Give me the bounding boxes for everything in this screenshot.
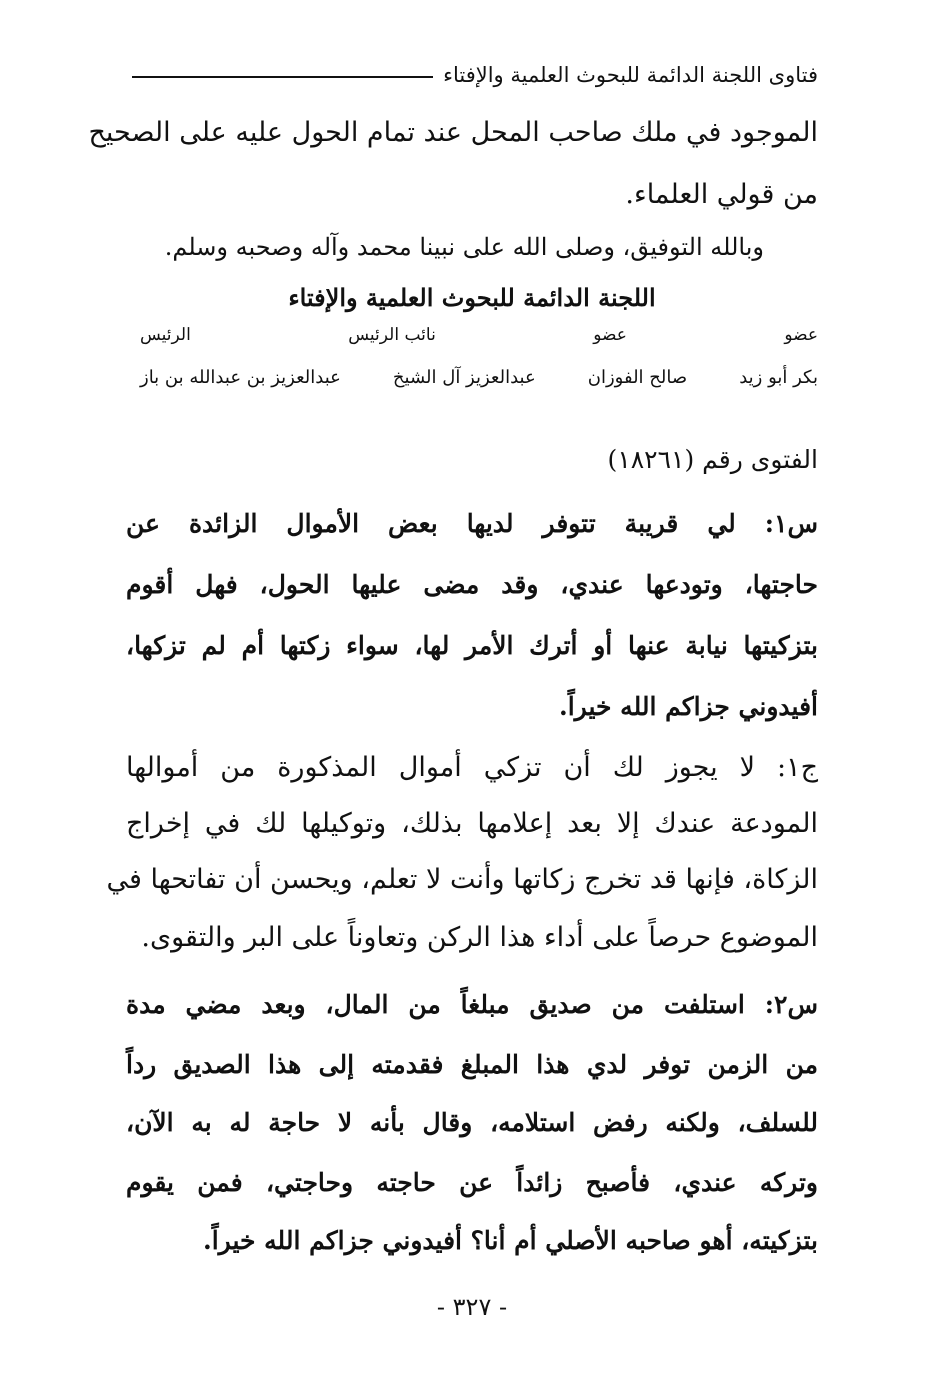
committee-title: اللجنة الدائمة للبحوث العلمية والإفتاء [288,283,656,312]
answer-1-line-1: ج١: لا يجوز لك أن تزكي أموال المذكورة من أموالها [126,752,818,783]
role-member-2: عضو [593,325,627,345]
signatories-roles [140,325,818,345]
question-2-line-3: للسلف، ولكنه رفض استلامه، وقال بأنه لا حاجة له به الآن، [126,1108,818,1137]
answer-1-line-3: الزكاة، فإنها قد تخرج زكاتها وأنت لا تعلم، ويحسن أن تفاتحها في [106,864,818,895]
question-1-line-4: أفيدوني جزاكم الله خيراً. [559,692,818,721]
header-rule [132,76,433,78]
question-1-line-1: س١: لي قريبة تتوفر لديها بعض الأموال الزائدة عن [126,509,818,538]
role-member-1: عضو [784,325,818,345]
name-vice-president: عبدالعزيز آل الشيخ [392,367,536,388]
question-1-line-3: بتزكيتها نيابة عنها أو أترك الأمر لها، سواء زكتها أم لم تزكها، [126,631,818,660]
answer-1-line-4: الموضوع حرصاً على أداء هذا الركن وتعاوناً على البر والتقوى. [141,922,818,953]
question-2-line-1: س٢: استلفت من صديق مبلغاً من المال، وبعد مضي مدة [126,990,818,1019]
role-vice-president: نائب الرئيس [348,325,436,345]
intro-line-1: الموجود في ملك صاحب المحل عند تمام الحول عليه على الصحيح [88,117,818,148]
fatwa-number: الفتوى رقم (١٨٢٦١) [607,445,818,474]
question-2-line-5: بتزكيته، أهو صاحبه الأصلي أم أنا؟ أفيدوني جزاكم الله خيراً. [203,1226,818,1255]
name-member-1: بكر أبو زيد [739,367,818,388]
question-1-line-2: حاجتها، وتودعها عندي، وقد مضى عليها الحول، فهل أقوم [126,570,818,599]
header-title: فتاوى اللجنة الدائمة للبحوث العلمية والإفتاء [443,63,818,87]
question-2-line-2: من الزمن توفر لدي هذا المبلغ فقدمته إلى هذا الصديق رداً [126,1050,818,1079]
answer-1-line-2: المودعة عندك إلا بعد إعلامها بذلك، وتوكيلها لك في إخراج [126,808,818,839]
running-header [132,58,818,92]
page-number: - ٣٢٧ - [436,1293,508,1321]
signatories-names [140,367,818,388]
intro-line-2: من قولي العلماء. [625,179,818,210]
role-president: الرئيس [140,325,191,345]
closing-line: وبالله التوفيق، وصلى الله على نبينا محمد وآله وصحبه وسلم. [164,233,764,261]
question-2-line-4: وتركه عندي، فأصبح زائداً عن حاجته وحاجتي، فمن يقوم [126,1168,818,1197]
name-member-2: صالح الفوزان [587,367,688,388]
name-president: عبدالعزيز بن عبدالله بن باز [140,367,341,388]
